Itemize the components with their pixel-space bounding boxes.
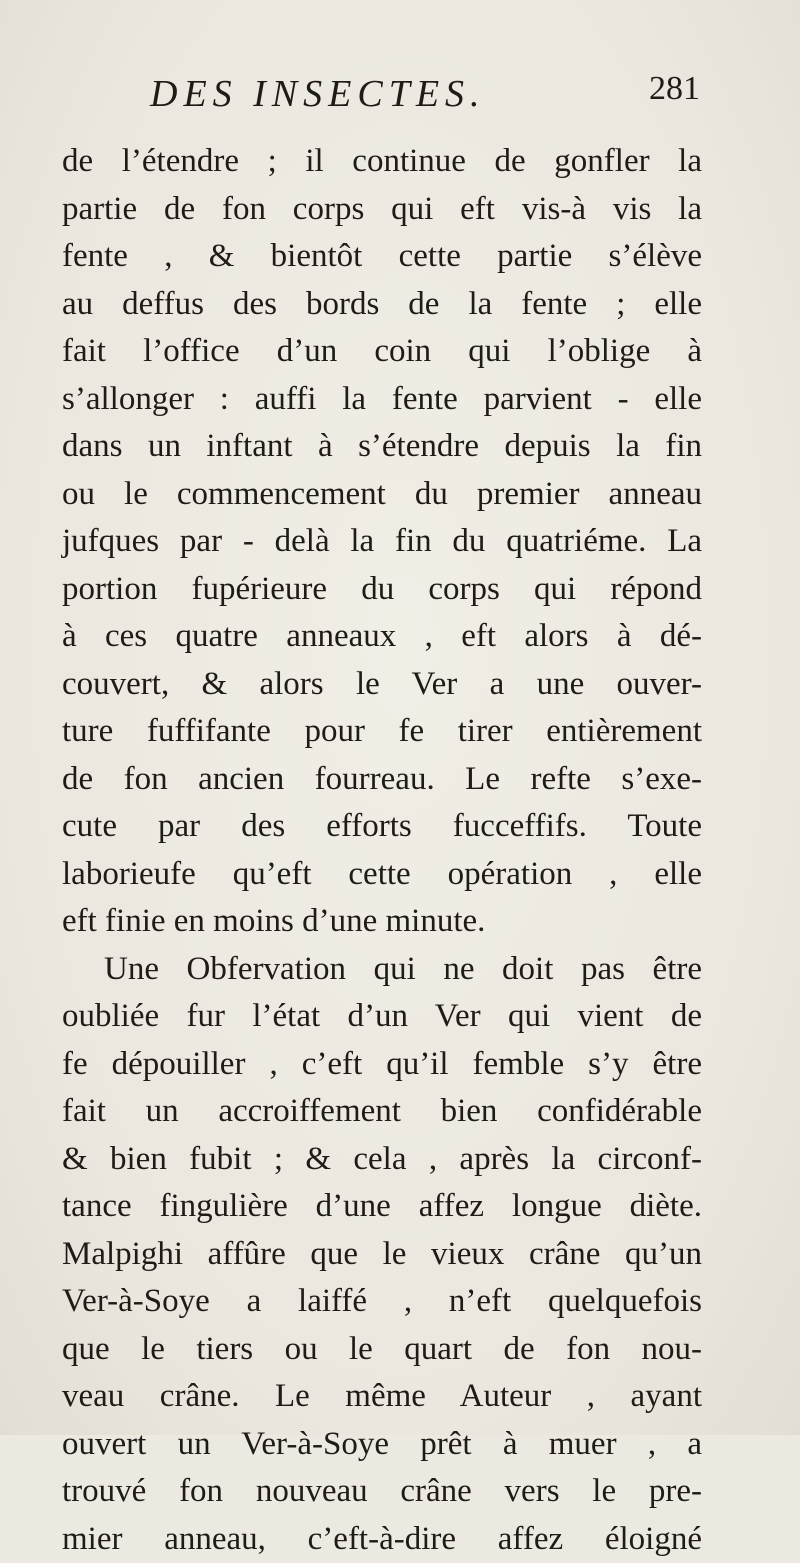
text-line: mier anneau, c’eft-à-dire affez éloigné	[62, 1516, 702, 1563]
text-line: Ver-à-Soye a laiffé , n’eft quelquefois	[62, 1278, 702, 1326]
text-line: ouvert un Ver-à-Soye prêt à muer , a	[62, 1421, 702, 1469]
text-line: fait l’office d’un coin qui l’oblige à	[62, 328, 702, 376]
text-line: couvert, & alors le Ver a une ouver-	[62, 661, 702, 709]
text-line: eft finie en moins d’une minute.	[62, 898, 702, 946]
text-line: de l’étendre ; il continue de gonfler la	[62, 138, 702, 186]
text-line: laborieufe qu’eft cette opération , elle	[62, 851, 702, 899]
text-line: cute par des efforts fucceffifs. Toute	[62, 803, 702, 851]
text-line: fente , & bientôt cette partie s’élève	[62, 233, 702, 281]
text-line: portion fupérieure du corps qui répond	[62, 566, 702, 614]
running-head	[150, 72, 700, 120]
text-line: de fon ancien fourreau. Le refte s’exe-	[62, 756, 702, 804]
text-line: Une Obfervation qui ne doit pas être	[62, 946, 702, 994]
text-line: fait un accroiffement bien confidérable	[62, 1088, 702, 1136]
text-line: à ces quatre anneaux , eft alors à dé-	[62, 613, 702, 661]
text-line: trouvé fon nouveau crâne vers le pre-	[62, 1468, 702, 1516]
text-line: jufques par - delà la fin du quatriéme. La	[62, 518, 702, 566]
body-text	[62, 138, 702, 1563]
text-line: que le tiers ou le quart de fon nou-	[62, 1326, 702, 1374]
text-line: veau crâne. Le même Auteur , ayant	[62, 1373, 702, 1421]
text-line: s’allonger : auffi la fente parvient - elle	[62, 376, 702, 424]
page-number: 281	[649, 70, 700, 108]
text-line: ou le commencement du premier anneau	[62, 471, 702, 519]
text-line: ture fuffifante pour fe tirer entièrement	[62, 708, 702, 756]
text-line: partie de fon corps qui eft vis-à vis la	[62, 186, 702, 234]
text-line: & bien fubit ; & cela , après la circonf-	[62, 1136, 702, 1184]
text-line: Malpighi affûre que le vieux crâne qu’un	[62, 1231, 702, 1279]
text-line: fe dépouiller , c’eft qu’il femble s’y être	[62, 1041, 702, 1089]
text-line: oubliée fur l’état d’un Ver qui vient de	[62, 993, 702, 1041]
running-title: DES INSECTES.	[150, 72, 486, 116]
text-line: tance fingulière d’une affez longue diète.	[62, 1183, 702, 1231]
text-line: au deffus des bords de la fente ; elle	[62, 281, 702, 329]
text-line: dans un inftant à s’étendre depuis la fin	[62, 423, 702, 471]
